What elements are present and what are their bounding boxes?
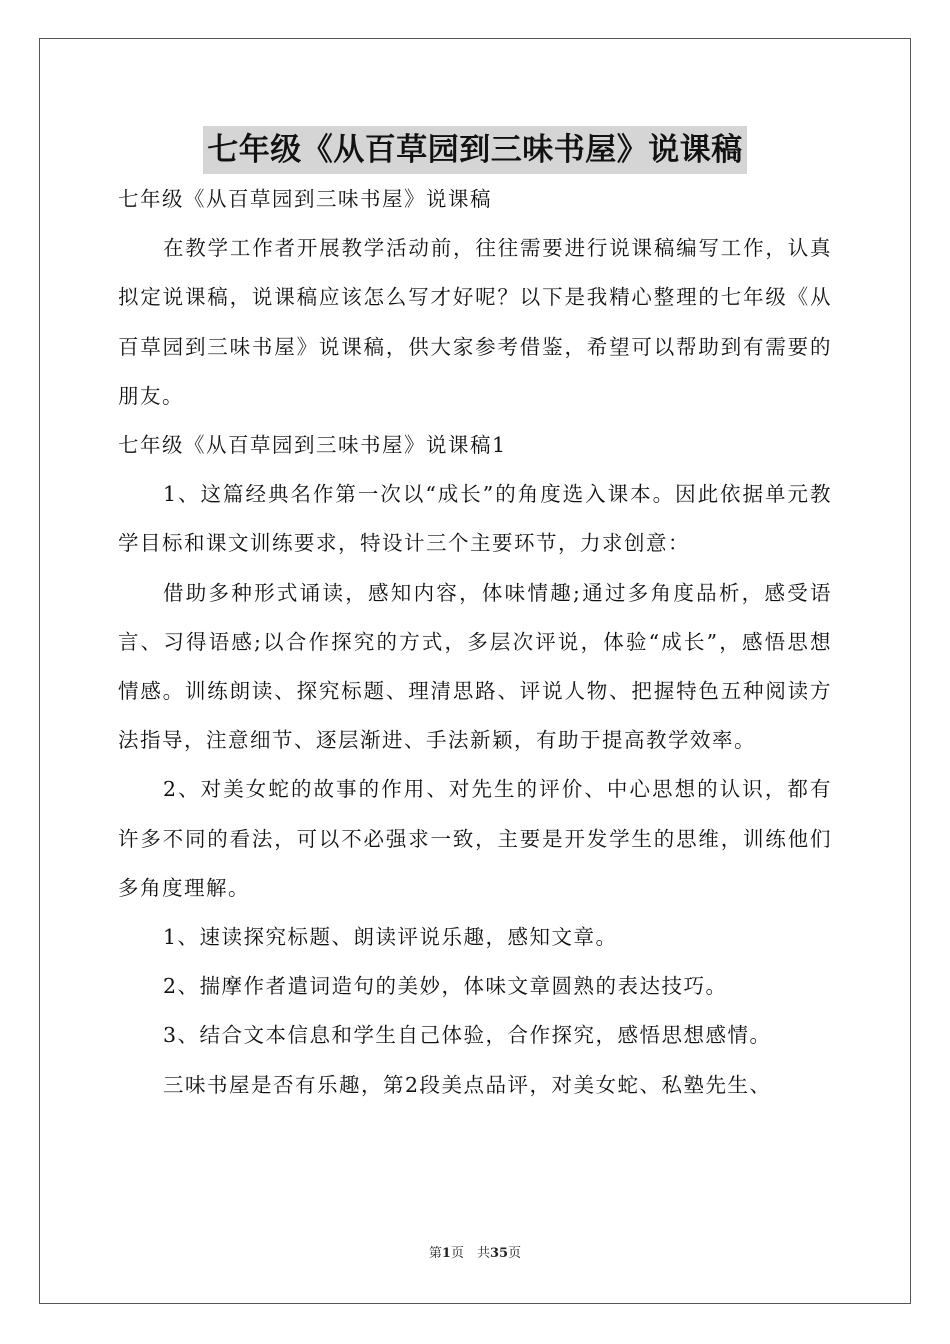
current-page-number: 1 (441, 1246, 451, 1261)
paragraph: 在教学工作者开展教学活动前，往往需要进行说课稿编写工作，认真拟定说课稿，说课稿应该怎么写才好呢？以下是我精心整理的七年级《从百草园到三味书屋》说课稿，供大家参考借鉴，希望可以帮助到有需要的朋友。 (118, 236, 832, 408)
paragraph: 三味书屋是否有乐趣，第2段美点品评，对美女蛇、私塾先生、 (163, 1072, 772, 1097)
document-title: 七年级《从百草园到三味书屋》说课稿 (203, 126, 747, 174)
footer-prefix: 第 (428, 1246, 442, 1261)
footer-mid: 页 共 (450, 1246, 490, 1261)
paragraph: 2、揣摩作者遣词造句的美妙，体味文章圆熟的表达技巧。 (163, 974, 728, 999)
paragraph: 借助多种形式诵读，感知内容，体味情趣;通过多角度品析，感受语言、习得语感;以合作探究的方式，多层次评说，体验“成长”，感悟思想情感。训练朗读、探究标题、理清思路、评说人物、把握特色五种阅读方法指导，注意细节、逐层渐进、手法新颖，有助于提高教学效率。 (118, 580, 832, 753)
paragraph: 3、结合文本信息和学生自己体验，合作探究，感悟思想感情。 (163, 1023, 772, 1048)
paragraph: 2、对美女蛇的故事的作用、对先生的评价、中心思想的认识，都有许多不同的看法，可以不必强求一致，主要是开发学生的思维，训练他们多角度理解。 (118, 777, 832, 900)
paragraph: 1、这篇经典名作第一次以“成长”的角度选入课本。因此依据单元教学目标和课文训练要求，特设计三个主要环节，力求创意： (118, 482, 832, 556)
paragraph: 1、速读探究标题、朗读评说乐趣，感知文章。 (163, 925, 618, 950)
document-title-block (0, 126, 950, 179)
paragraph: 七年级《从百草园到三味书屋》说课稿 (118, 187, 492, 211)
footer-suffix: 页 (508, 1246, 522, 1261)
total-page-count: 35 (489, 1246, 509, 1261)
document-body (118, 175, 832, 1110)
paragraph: 七年级《从百草园到三味书屋》说课稿1 (118, 433, 507, 458)
page-footer (0, 1244, 950, 1264)
